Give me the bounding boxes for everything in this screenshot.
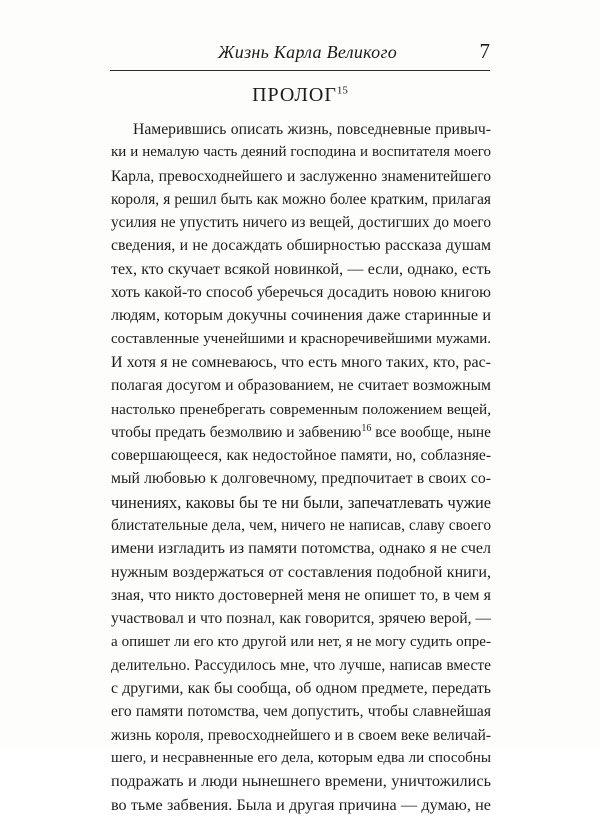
text-line: подражать и люди нынешнего времени, уничтожились [111,772,491,791]
text-line: шего, и несравненные его дела, которым едва ли способны [111,750,491,767]
chapter-heading [110,84,490,107]
text-line: тех, кто скучает всякой новинкой, — если, однако, есть [111,260,491,278]
text-line: во тьме забвения. Была и другая причина — думаю, не [111,796,491,814]
text-line: людям, которым докучны сочинения даже старинные и [111,307,491,325]
text-line: Намерившись описать жизнь, повседневные привыч- [133,121,491,138]
body-text [111,118,491,817]
text-line-part: все вообще, ныне [371,423,492,441]
text-line: делительно. Рассудилось мне, что лучше, написав вместе [111,656,491,674]
page-number: 7 [479,39,490,63]
text-line: а опишет ли его кто другой или нет, я не могу судить опре- [111,633,491,650]
running-title: Жизнь Карла Великого [218,42,398,62]
text-line: с другими, как бы сообща, об одном предмете, передать [111,680,491,698]
text-line: блистательные дела, чем, ничего не написав, славу своего [111,517,491,535]
text-line: Карла, превосходнейшего и заслуженно знаменитейшего [111,167,491,185]
text-line: полагая досугом и образованием, не считает возможным [111,377,491,395]
text-line: мый любовью к долговечному, предпочитает в своих со- [111,470,491,488]
text-line: хоть какой-то способ уберечься досадить новою книгою [111,284,491,302]
text-line: короля, я решил быть как можно более кратким, прилагая [111,190,491,208]
text-line: его памяти потомства, чем допустить, чтобы славнейшая [111,703,491,721]
text-line: И хотя я не сомневаюсь, что есть много таких, кто, рас- [111,353,491,371]
text-line: имени изгладить из памяти потомства, однако я не счел [111,540,491,558]
text-line: участвовал и что познал, как говорится, зрячею верой, — [111,610,491,628]
text-line-part: чтобы предать безмолвию и забвению [111,423,362,441]
text-line: усилия не упустить ничего из вещей, достигших до моего [111,214,491,232]
text-line: чинениях, каковы бы те ни были, запечатлевать чужие [111,492,491,512]
text-line: ки и немалую часть деяний господина и воспитателя моего [111,144,491,161]
header-rule [110,70,490,71]
running-head [110,40,490,70]
chapter-footnote-ref: 15 [336,84,348,97]
text-line: настолько пренебрегать современным положением вещей, [111,400,491,418]
text-line: сведения, и не досаждать обширностью рассказа душам [111,237,491,255]
text-line-with-footnote [111,421,491,444]
text-line: зная, что никто достоверней меня не опишет то, в чем я [111,586,491,604]
chapter-title: ПРОЛОГ [252,84,337,106]
text-line: совершающееся, как недостойное памяти, но, соблазняе- [111,447,491,465]
text-line: составленные ученейшими и красноречивейшими мужами. [111,330,491,347]
text-line: нужным воздержаться от составления подобной книги, [111,563,491,581]
text-line: жизнь короля, превосходнейшего и в своем веке величай- [111,726,491,744]
footnote-ref: 16 [361,422,372,434]
